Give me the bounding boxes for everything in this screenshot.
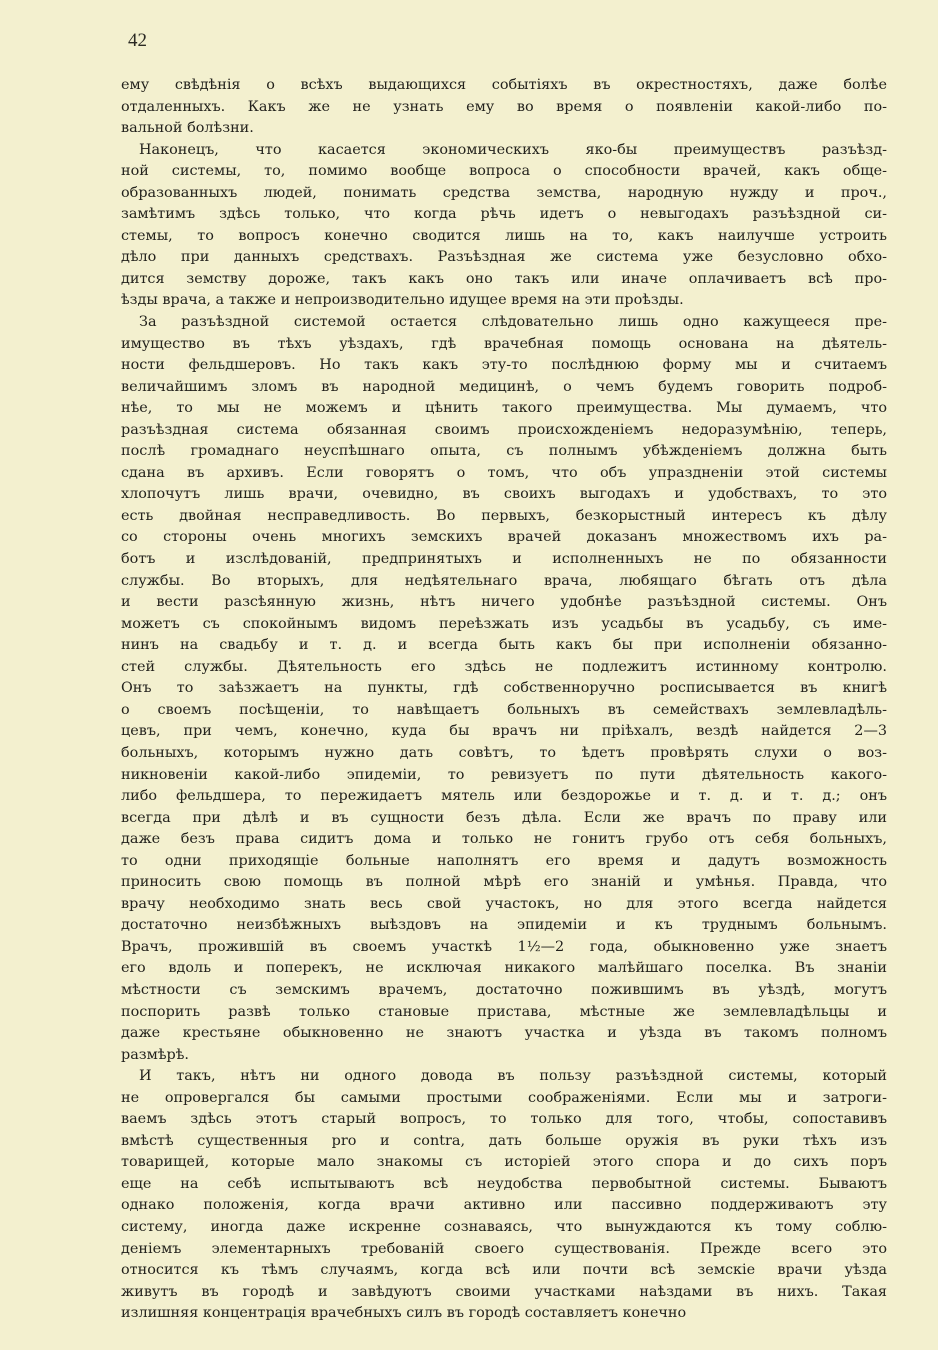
text-line: товарищей, которые мало знакомы съ исторіей этого спора и до сихъ поръ — [121, 1154, 887, 1171]
text-line: ной системы, то, помимо вообще вопроса о способности врачей, какъ обще- — [121, 163, 887, 180]
text-line: дѣло при данныхъ средствахъ. Разъѣздная же система уже безусловно обхо- — [121, 249, 887, 266]
text-line: однако положенія, когда врачи активно или пассивно поддерживаютъ эту — [121, 1197, 887, 1214]
text-line: Онъ то заѣзжаетъ на пункты, гдѣ собственноручно росписывается въ книгѣ — [121, 680, 887, 697]
text-line: ности фельдшеровъ. Но такъ какъ эту-то послѣднюю форму мы и считаемъ — [121, 357, 887, 374]
text-line: величайшимъ зломъ въ народной медицинѣ, о чемъ будемъ говорить подроб- — [121, 378, 887, 395]
text-line: образованныхъ людей, понимать средства земства, народную нужду и проч., — [121, 184, 887, 201]
text-line: Врачъ, прожившій въ своемъ участкѣ 1½—2 года, обыкновенно уже знаетъ — [121, 938, 887, 955]
body-text — [121, 75, 887, 1325]
paragraph — [121, 140, 887, 312]
text-line: замѣтимъ здѣсь только, что когда рѣчь идетъ о невыгодахъ разъѣздной си- — [121, 206, 887, 223]
text-line: либо фельдшера, то пережидаетъ мятель или бездорожье и т. д. и т. д.; онъ — [121, 788, 887, 805]
text-line: имущество въ тѣхъ уѣздахъ, гдѣ врачебная помощь основана на дѣятель- — [121, 335, 887, 352]
text-line: поспорить развѣ только становые пристава, мѣстные же землевладѣльцы и — [121, 1003, 887, 1020]
text-line: приносить свою помощь въ полной мѣрѣ его знаній и умѣнья. Правда, что — [121, 874, 887, 891]
text-line: размѣрѣ. — [121, 1046, 189, 1063]
text-line: нѣе, то мы не можемъ и цѣнить такого преимущества. Мы думаемъ, что — [121, 400, 887, 417]
text-line: больныхъ, которымъ нужно дать совѣтъ, то ѣдетъ провѣрять слухи о воз- — [121, 744, 887, 761]
text-line: разъѣздная система обязанная своимъ происхожденіемъ недоразумѣнію, теперь, — [121, 421, 887, 438]
text-line: сдана въ архивъ. Если говорятъ о томъ, что объ упраздненіи этой системы — [121, 464, 887, 481]
paragraph — [121, 312, 887, 1066]
text-line: живутъ въ городѣ и завѣдуютъ своими участками наѣздами въ нихъ. Такая — [121, 1283, 887, 1300]
text-line: достаточно неизбѣжныхъ выѣздовъ на эпидеміи и къ труднымъ больнымъ. — [121, 917, 887, 934]
text-line: За разъѣздной системой остается слѣдовательно лишь одно кажущееся пре- — [139, 314, 887, 331]
text-line: относится къ тѣмъ случаямъ, когда всѣ или почти всѣ земскіе врачи уѣзда — [121, 1262, 887, 1279]
text-line: стемы, то вопросъ конечно сводится лишь на то, какъ наилучше устроить — [121, 227, 887, 244]
text-line: излишняя концентрація врачебныхъ силъ въ городѣ составляетъ конечно — [121, 1305, 687, 1322]
text-line: еще на себѣ испытываютъ всѣ неудобства первобытной системы. Бываютъ — [121, 1175, 887, 1192]
text-line: отдаленныхъ. Какъ же не узнать ему во время о появленіи какой-либо по- — [121, 98, 887, 115]
paragraph — [121, 75, 887, 140]
text-line: послѣ громаднаго неуспѣшнаго опыта, съ полнымъ убѣжденіемъ должна быть — [121, 443, 887, 460]
page-number: 42 — [128, 30, 147, 51]
text-line: стей службы. Дѣятельность его здѣсь не подлежитъ истинному контролю. — [121, 658, 887, 675]
text-line: и вести разсѣянную жизнь, нѣтъ ничего удобнѣе разъѣздной системы. Онъ — [121, 594, 887, 611]
text-line: то одни приходящіе больные наполнятъ его время и дадутъ возможность — [121, 852, 887, 869]
text-line: его вдоль и поперекъ, не исключая никакого малѣйшаго поселка. Въ знаніи — [121, 960, 887, 977]
text-line: вальной болѣзни. — [121, 120, 254, 137]
text-line: ваемъ здѣсь этотъ старый вопросъ, то только для того, чтобы, сопоставивъ — [121, 1111, 887, 1128]
text-line: нинъ на свадьбу и т. д. и всегда быть какъ бы при исполненіи обязанно- — [121, 637, 887, 654]
text-line: всегда при дѣлѣ и въ сущности безъ дѣла. Если же врачъ по праву или — [121, 809, 887, 826]
text-line: систему, иногда даже искренне сознаваясь, что вынуждаются къ тому соблю- — [121, 1218, 887, 1235]
text-line: никновеніи какой-либо эпидеміи, то ревизуетъ по пути дѣятельность какого- — [121, 766, 887, 783]
text-line: со стороны очень многихъ земскихъ врачей доказанъ множествомъ ихъ ра- — [121, 529, 887, 546]
text-line: деніемъ элементарныхъ требованій своего существованія. Прежде всего это — [121, 1240, 887, 1257]
text-line: цевъ, при чемъ, конечно, куда бы врачъ ни пріѣхалъ, вездѣ найдется 2—3 — [121, 723, 887, 740]
text-line: врачу необходимо знать весь свой участокъ, но для этого всегда найдется — [121, 895, 887, 912]
text-line: хлопочутъ лишь врачи, очевидно, въ своихъ выгодахъ и удобствахъ, то это — [121, 486, 887, 503]
text-line: даже безъ права сидитъ дома и только не гонитъ грубо отъ себя больныхъ, — [121, 831, 887, 848]
text-line: есть двойная несправедливость. Во первыхъ, безкорыстный интересъ къ дѣлу — [121, 507, 887, 524]
text-line: даже крестьяне обыкновенно не знаютъ участка и уѣзда въ такомъ полномъ — [121, 1025, 887, 1042]
text-line: И такъ, нѣтъ ни одного довода въ пользу разъѣздной системы, который — [139, 1068, 887, 1085]
text-line: ботъ и изслѣдованій, предпринятыхъ и исполненныхъ не по обязанности — [121, 551, 887, 568]
text-line: мѣстности съ земскимъ врачемъ, достаточно пожившимъ въ уѣздѣ, могутъ — [121, 981, 887, 998]
paragraph — [121, 1066, 887, 1325]
text-line: можетъ съ спокойнымъ видомъ переѣзжать изъ усадьбы въ усадьбу, съ име- — [121, 615, 887, 632]
text-line: службы. Во вторыхъ, для недѣятельнаго врача, любящаго бѣгать отъ дѣла — [121, 572, 887, 589]
text-line: ему свѣдѣнія о всѣхъ выдающихся событіяхъ въ окрестностяхъ, даже болѣе — [121, 77, 887, 93]
text-line: дится земству дороже, такъ какъ оно такъ или иначе оплачиваетъ всѣ про- — [121, 270, 887, 287]
text-line: Наконецъ, что касается экономическихъ яко-бы преимуществъ разъѣзд- — [139, 141, 887, 158]
text-line: не опровергался бы самыми простыми соображеніями. Если мы и затроги- — [121, 1089, 887, 1106]
text-line: ѣзды врача, а также и непроизводительно идущее время на эти проѣзды. — [121, 292, 684, 309]
text-line: вмѣстѣ существенныя pro и contra, дать больше оружія въ руки тѣхъ изъ — [121, 1132, 887, 1149]
text-line: о своемъ посѣщеніи, то навѣщаетъ больныхъ въ семействахъ землевладѣль- — [121, 701, 887, 718]
